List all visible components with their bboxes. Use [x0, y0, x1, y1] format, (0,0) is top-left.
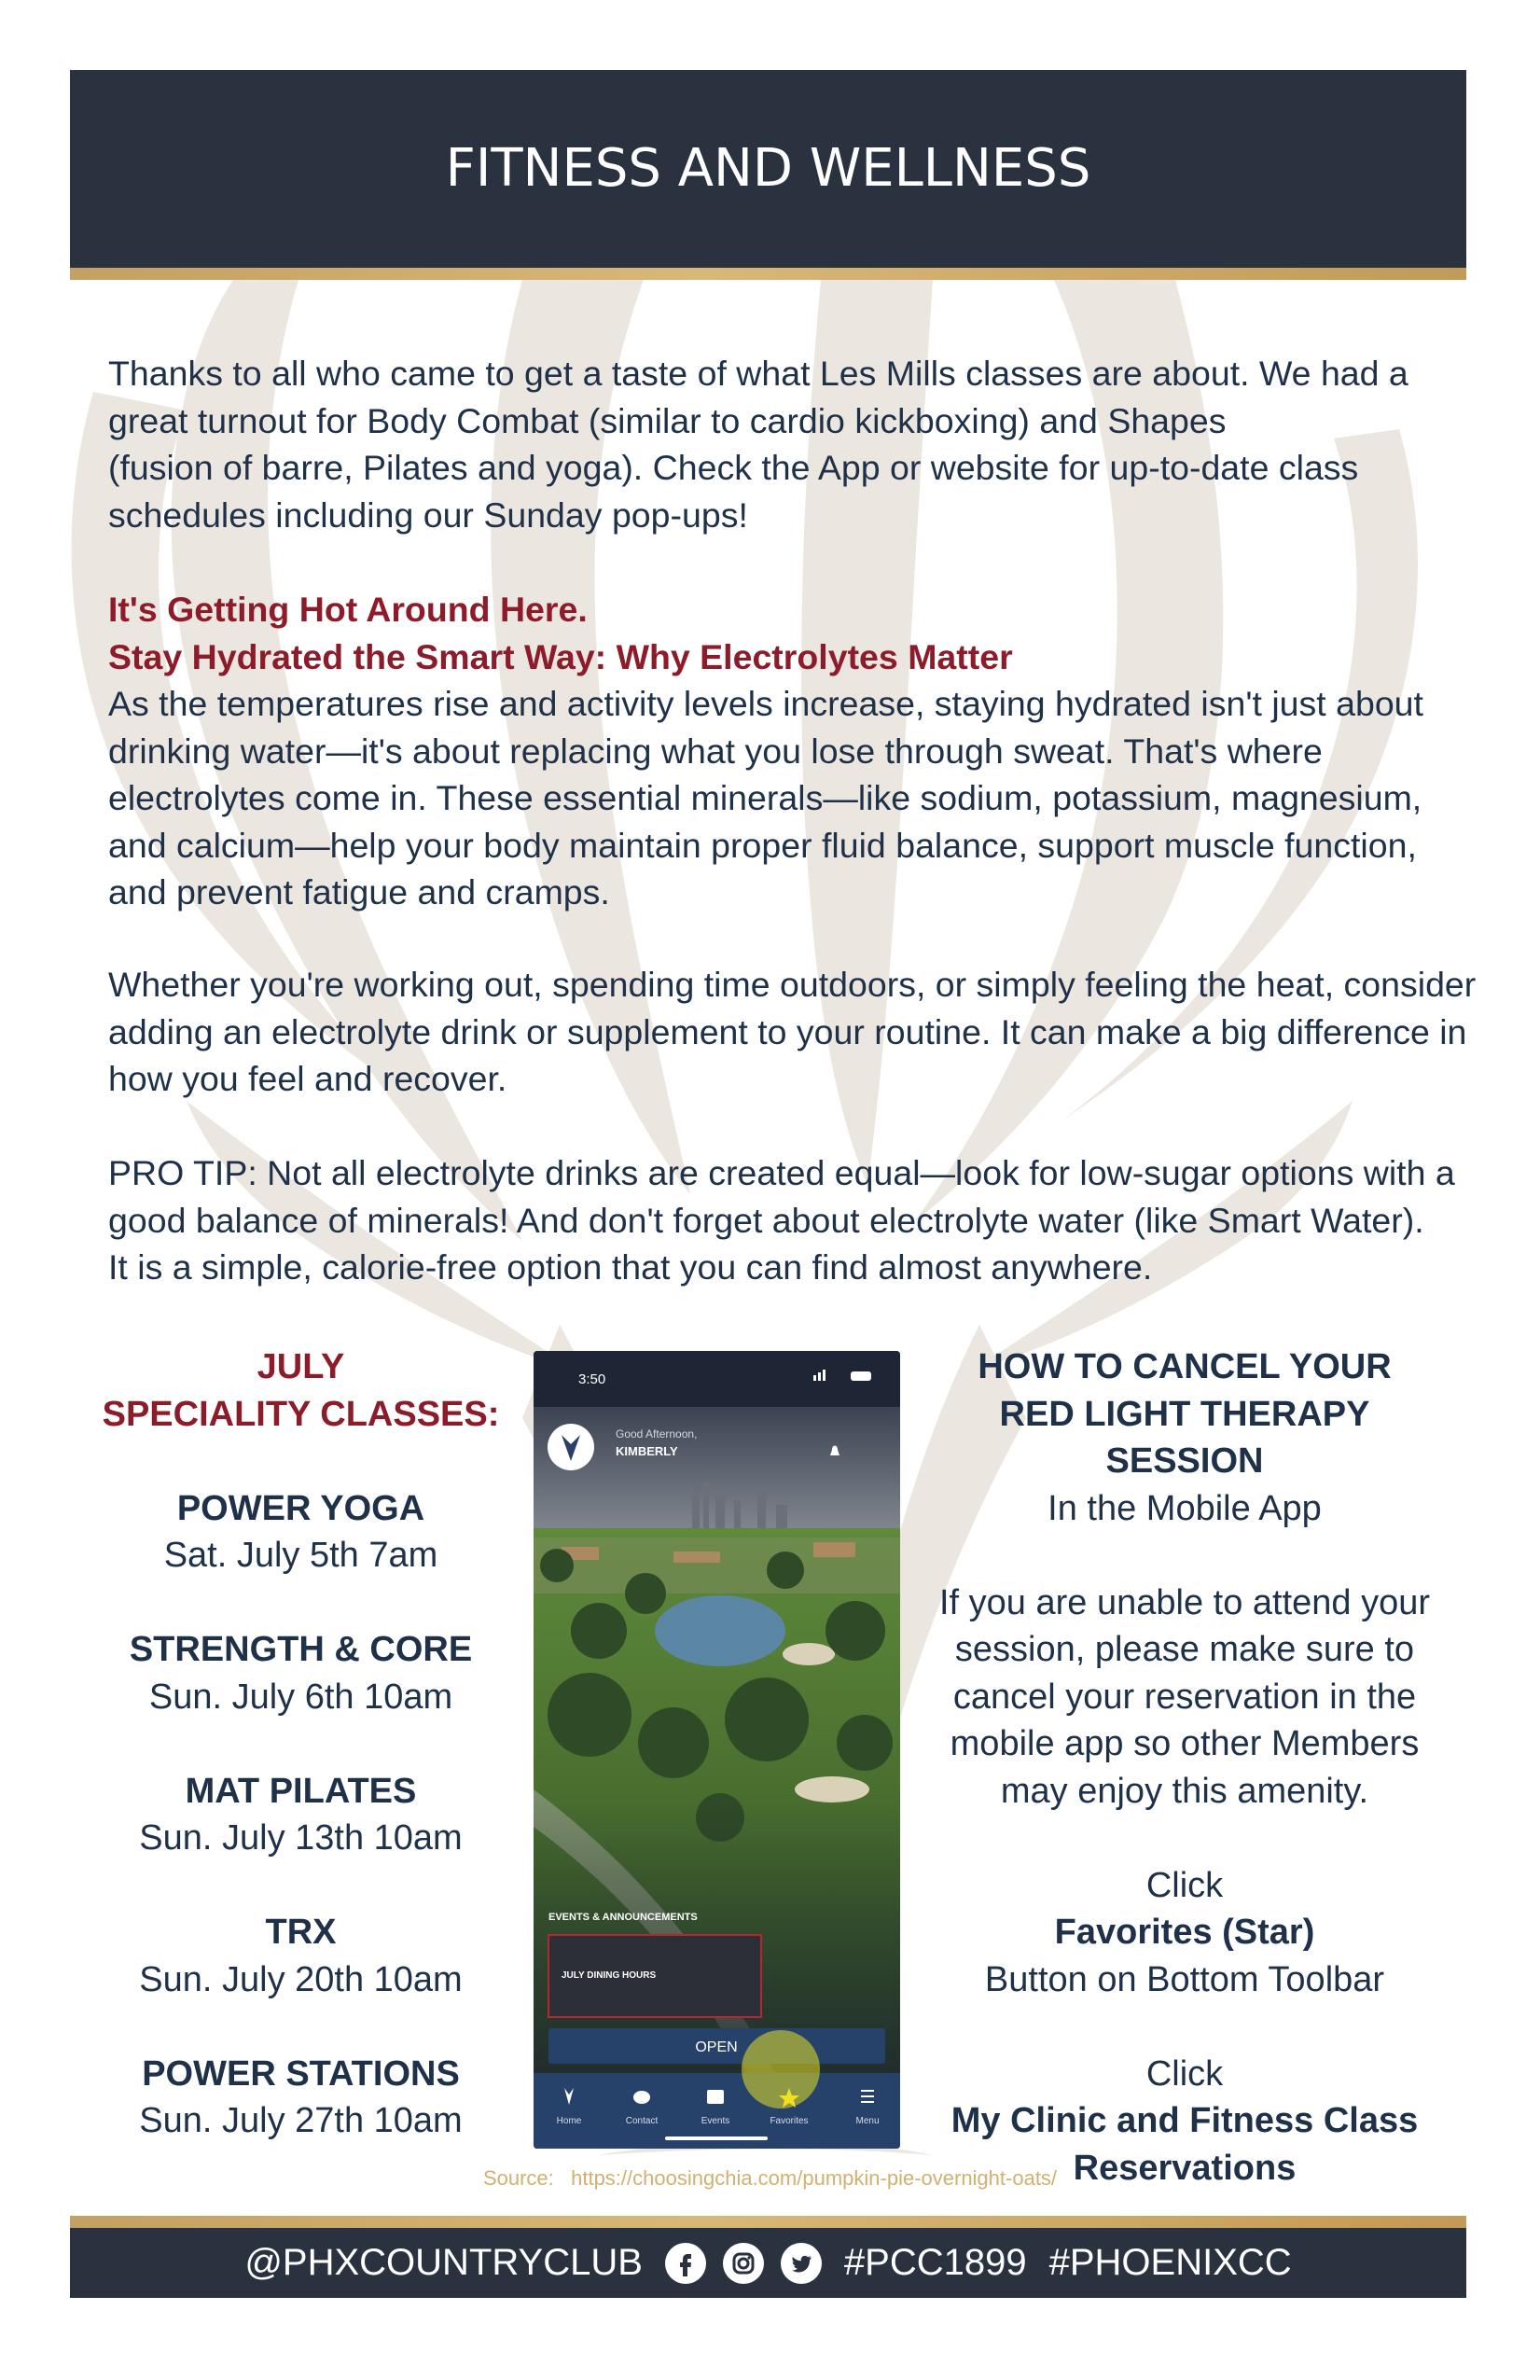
nav-menu-label[interactable]: Menu	[855, 2116, 880, 2126]
classes-heading-1: JULY	[257, 1347, 345, 1386]
step2-reservations-2: Reservations	[1073, 2148, 1297, 2188]
hashtag-pcc1899: #PCC1899	[843, 2242, 1027, 2283]
class-name: TRX	[265, 1913, 337, 1952]
header-gold-divider	[70, 268, 1466, 280]
intro-line: (fusion of barre, Pilates and yoga). Check the App or website for up-to-date class	[108, 448, 1359, 487]
instagram-icon[interactable]	[723, 2243, 764, 2284]
class-time: Sun. July 20th 10am	[139, 1959, 463, 1999]
footer-gold-divider	[70, 2216, 1466, 2228]
hydration-line: how you feel and recover.	[108, 1059, 507, 1098]
facebook-icon[interactable]	[665, 2243, 706, 2284]
nav-events-label[interactable]: Events	[701, 2116, 730, 2126]
hydration-paragraph-2	[108, 961, 1477, 1103]
page-header	[70, 70, 1466, 268]
nav-home-label[interactable]: Home	[556, 2116, 582, 2126]
home-indicator	[665, 2136, 768, 2140]
class-name: POWER STATIONS	[142, 2053, 460, 2094]
hydration-line: Whether you're working out, spending time outdoors, or simply feeling the heat, consider	[108, 965, 1477, 1004]
pro-tip-line: It is a simple, calorie-free option that you can find almost anywhere.	[108, 1247, 1153, 1287]
hashtag-phoenixcc: #PHOENIXCC	[1048, 2242, 1292, 2283]
source-link[interactable]: https://choosingchia.com/pumpkin-pie-overnight-oats/	[571, 2166, 1058, 2190]
cancel-body-line: mobile app so other Members	[950, 1724, 1420, 1763]
july-classes-column	[93, 1343, 508, 2145]
cancel-subheading: In the Mobile App	[1047, 1488, 1322, 1528]
cancel-body-line: cancel your reservation in the	[952, 1677, 1417, 1717]
hydration-line: electrolytes come in. These essential minerals—like sodium, potassium, magnesium,	[108, 778, 1422, 817]
cancel-body-line: session, please make sure to	[954, 1630, 1415, 1669]
phone-open-label: OPEN	[695, 2039, 738, 2055]
source-label: Source:	[482, 2166, 554, 2190]
cancel-body-line: If you are unable to attend your	[938, 1582, 1431, 1622]
source-credit	[0, 2166, 1540, 2191]
phone-status-time: 3:50	[578, 1371, 606, 1387]
hydration-line: As the temperatures rise and activity levels increase, staying hydrated isn't just about	[108, 684, 1423, 723]
classes-heading-2: SPECIALITY CLASSES:	[102, 1394, 500, 1434]
cancel-heading-1: HOW TO CANCEL YOUR	[978, 1347, 1392, 1386]
hydration-section	[108, 586, 1470, 916]
pro-tip-line: PRO TIP: Not all electrolyte drinks are created equal—look for low-sugar options with a	[108, 1153, 1455, 1192]
cancel-instructions-column	[923, 1343, 1446, 2192]
page-footer	[70, 2228, 1466, 2298]
hydration-line: and calcium—help your body maintain proper fluid balance, support muscle function,	[108, 825, 1417, 865]
contact-icon	[633, 2091, 650, 2104]
pro-tip-line: good balance of minerals! And don't forget about electrolyte water (like Smart Water).	[108, 1200, 1424, 1240]
intro-paragraph	[108, 350, 1470, 538]
hydration-heading-1: It's Getting Hot Around Here.	[108, 590, 588, 629]
hydration-line: adding an electrolyte drink or supplement to your routine. It can make a big difference in	[108, 1011, 1467, 1051]
intro-line: Thanks to all who came to get a taste of what Les Mills classes are about. We had a	[108, 354, 1408, 393]
cancel-heading-2: RED LIGHT THERAPY SESSION	[999, 1394, 1370, 1481]
intro-line: great turnout for Body Combat (similar to cardio kickboxing) and Shapes	[108, 400, 1227, 440]
hydration-line: drinking water—it's about replacing what you lose through sweat. That's where	[108, 731, 1323, 771]
step2-reservations-1: My Clinic and Fitness Class	[950, 2101, 1419, 2140]
class-time: Sun. July 6th 10am	[148, 1677, 453, 1717]
step2-click: Click	[1145, 2053, 1224, 2094]
page-title: FITNESS AND WELLNESS	[445, 138, 1091, 199]
class-time: Sat. July 5th 7am	[163, 1536, 438, 1575]
hydration-line: and prevent fatigue and cramps.	[108, 872, 610, 912]
class-name: STRENGTH & CORE	[129, 1630, 473, 1669]
class-time: Sun. July 13th 10am	[139, 1818, 463, 1858]
class-name: MAT PILATES	[185, 1771, 417, 1811]
intro-line: schedules including our Sunday pop-ups!	[108, 494, 748, 535]
mobile-app-screenshot	[534, 1351, 900, 2149]
phone-greeting: Good Afternoon,	[616, 1427, 698, 1441]
class-time: Sun. July 27th 10am	[139, 2101, 463, 2140]
phone-events-label: EVENTS & ANNOUNCEMENTS	[548, 1912, 698, 1923]
cancel-body-line: may enjoy this amenity.	[1000, 1771, 1369, 1811]
step1-toolbar: Button on Bottom Toolbar	[984, 1959, 1385, 1999]
pro-tip-paragraph	[108, 1149, 1470, 1291]
class-name: POWER YOGA	[176, 1488, 425, 1528]
step1-favorites: Favorites (Star)	[1054, 1913, 1315, 1952]
nav-favorites-label[interactable]: Favorites	[770, 2116, 809, 2126]
events-icon	[707, 2090, 724, 2104]
phone-user-name: KIMBERLY	[616, 1444, 678, 1458]
social-handle: @PHXCOUNTRYCLUB	[244, 2242, 643, 2283]
nav-contact-label[interactable]: Contact	[625, 2116, 659, 2126]
twitter-icon[interactable]	[781, 2243, 822, 2284]
step1-click: Click	[1145, 1865, 1224, 1905]
hydration-heading-2: Stay Hydrated the Smart Way: Why Electrolytes Matter	[108, 636, 1013, 676]
phone-event-card-title: JULY DINING HOURS	[562, 1970, 657, 1981]
